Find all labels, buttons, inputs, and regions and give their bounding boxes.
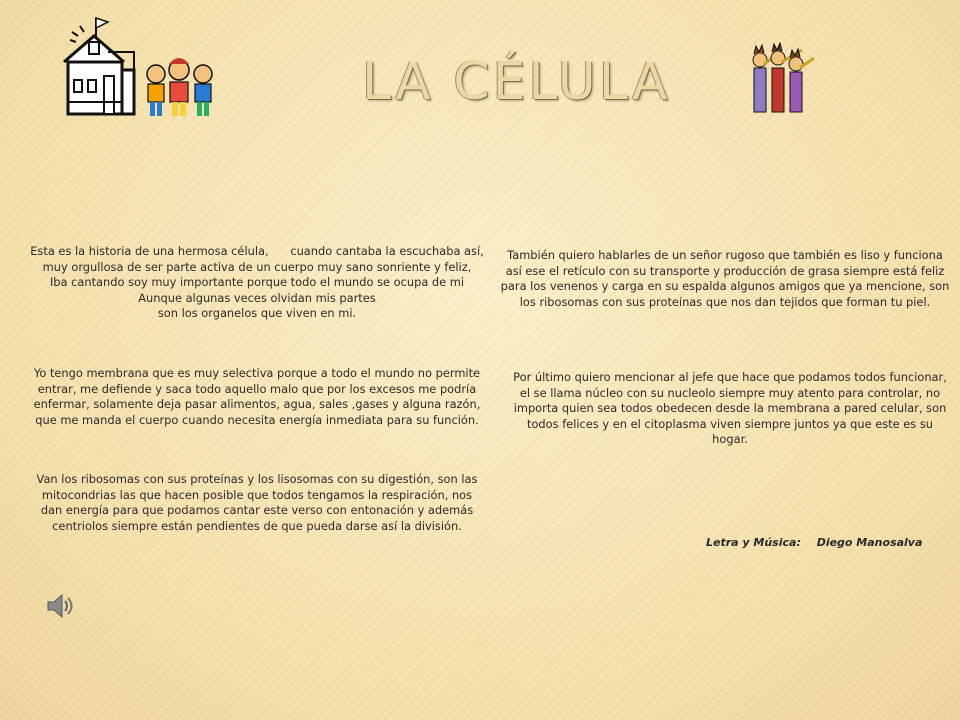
text-line: Por último quiero mencionar al jefe que hace que podamos todos funcionar,: [513, 370, 947, 384]
verse-left-1: [22, 244, 492, 322]
text-line: el se llama núcleo con su nucleolo siempre muy atento para controlar, no: [519, 385, 941, 400]
text-line: muy orgullosa de ser parte activa de un cuerpo muy sano sonriente y feliz,: [42, 259, 472, 274]
speaker-icon[interactable]: [44, 590, 76, 622]
text-line: Esta es la historia de una hermosa célula, cuando cantaba la escuchaba así,: [30, 244, 484, 258]
text-line: mitocondrias las que hacen posible que todos tengamos la respiración, nos: [41, 487, 473, 502]
text-line: Iba cantando soy muy importante porque todo el mundo se ocupa de mi: [49, 275, 465, 289]
credit-label: Letra y Música:: [706, 536, 801, 549]
verse-right-1: [490, 248, 960, 310]
text-line: hogar.: [712, 432, 748, 446]
verse-left-3: [22, 472, 492, 534]
text-line: son los organelos que viven en mi.: [157, 306, 357, 320]
text-line: centriolos siempre están pendientes de que pueda darse así la división.: [52, 518, 462, 533]
text-line: importa quien sea todos obedecen desde la membrana a pared celular, son: [513, 401, 947, 415]
text-line: enfermar, solamente deja pasar alimentos, agua, sales ,gases y alguna razón,: [33, 397, 481, 411]
verse-right-2: [500, 370, 960, 448]
school-house-with-children-icon: [58, 12, 218, 120]
text-line: los ribosomas con sus proteínas que nos dan tejidos que forman tu piel.: [519, 294, 931, 309]
text-line: Yo tengo membrana que es muy selectiva porque a todo el mundo no permite: [33, 366, 481, 380]
text-line: así ese el retículo con su transporte y producción de grasa siempre está feliz: [505, 263, 945, 278]
trumpet-players-icon: [748, 42, 816, 116]
song-credit: [706, 536, 946, 552]
text-line: Aunque algunas veces olvidan mis partes: [138, 290, 376, 305]
verse-left-2: [22, 366, 492, 428]
text-line: entrar, me defiende y saca todo aquello malo que por los excesos me podría: [37, 381, 477, 396]
text-line: que me manda el cuerpo cuando necesita energía inmediata para su función.: [35, 412, 479, 427]
text-line: También quiero hablarles de un señor rugoso que también es liso y funciona: [507, 248, 943, 262]
text-line: para los venenos y carga en su espalda algunos amigos que ya mencione, son: [500, 279, 950, 293]
page-title: LA CÉLULA: [362, 52, 671, 112]
text-line: todos felices y en el citoplasma viven siempre juntos ya que este es su: [527, 416, 933, 431]
text-line: Van los ribosomas con sus proteínas y los lisosomas con su digestión, son las: [36, 472, 478, 486]
text-line: dan energía para que podamos cantar este verso con entonación y además: [40, 503, 474, 517]
credit-author: Diego Manosalva: [816, 536, 923, 549]
